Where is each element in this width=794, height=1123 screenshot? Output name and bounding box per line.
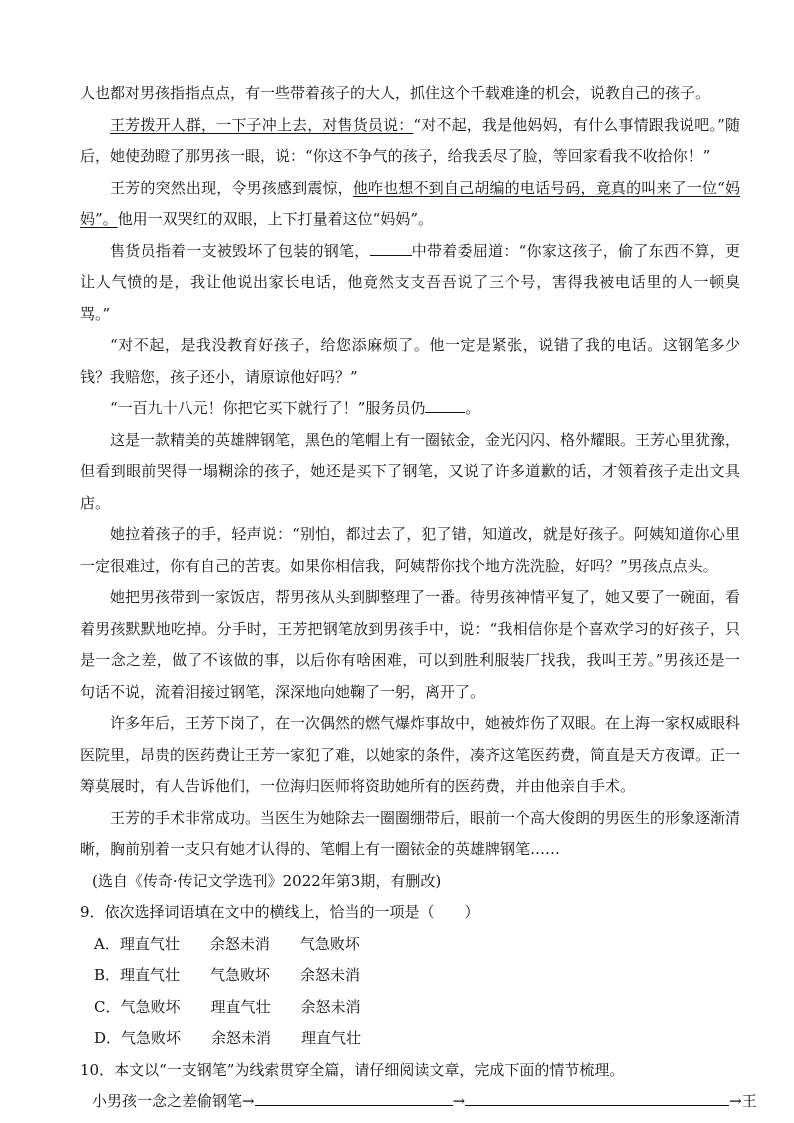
paragraph-6-end: 。 (465, 399, 481, 417)
plot-arrow: → (452, 1092, 466, 1110)
answer-blank-2[interactable] (425, 397, 465, 413)
question-9-option-b[interactable]: B．理直气壮 气急败坏 余怒未消 (94, 966, 361, 984)
underlined-sentence-1: 王芳拨开人群，一下子冲上去，对售货员说： (110, 115, 414, 134)
question-9-stem: 9．依次选择词语填在文中的横线上，恰当的一项是（ ） (80, 903, 480, 921)
paragraph-5: “对不起，是我没教育好孩子，给您添麻烦了。他一定是紧张，说错了我的电话。这钢笔多少钱？我赔您，孩子还小，请原谅他好吗？” (80, 336, 740, 386)
plot-answer-blank-1[interactable] (255, 1090, 453, 1106)
paragraph-6 (80, 393, 740, 425)
paragraph-2-rest: “对不起，我是他妈妈，有什么事情跟我说吧。”随后，她使劲瞪了那男孩一眼，说：“你这不争气的孩子，给我丢尽了脸，等回家看我不收拾你！” (80, 115, 740, 165)
question-10-stem: 10．本文以“一支钢笔”为线索贯穿全篇，请仔细阅读文章，完成下面的情节梳理。 (80, 1060, 625, 1079)
question-9-option-a[interactable]: A．理直气壮 余怒未消 气急败坏 (94, 934, 360, 953)
paragraph-3-tail: 他用一双哭红的双眼，上下打量着这位“妈妈”。 (117, 210, 434, 228)
plot-start: 小男孩一念之差偷钢笔→ (92, 1092, 255, 1110)
paragraph-6-lead: “一百九十八元！你把它买下就行了！”服务员仍 (110, 399, 426, 417)
paragraph-7: 这是一款精美的英雄牌钢笔，黑色的笔帽上有一圈铱金，金光闪闪、格外耀眼。王芳心里犹豫，但看到眼前哭得一塌糊涂的孩子，她还是买下了钢笔，又说了许多道歉的话，才领着孩子走出文具店。 (80, 430, 741, 512)
question-9-option-d[interactable]: D．气急败坏 余怒未消 理直气壮 (94, 1029, 362, 1047)
paragraph-11: 王芳的手术非常成功。当医生为她除去一圈圈绷带后，眼前一个高大俊朗的男医生的形象逐渐清晰，胸前别着一支只有她才认得的、笔帽上有一圈铱金的英雄牌钢笔…… (80, 808, 741, 858)
plot-answer-blank-2[interactable] (465, 1090, 729, 1106)
source-citation: (选自《传奇·传记文学选刊》2022年第3期，有删改) (92, 871, 442, 890)
paragraph-1: 人也都对男孩指指点点，有一些带着孩子的大人，抓住这个千载难逢的机会，说教自己的孩子。 (80, 84, 711, 102)
paragraph-9: 她把男孩带到一家饭店，帮男孩从头到脚整理了一番。待男孩神情平复了，她又要了一碗面，看着男孩默默地吃掉。分手时，王芳把钢笔放到男孩手中，说：“我相信你是个喜欢学习的好孩子，只是一念之差，做了不该做的事，以后你有啥困难，可以到胜利服装厂找我，我叫王芳。”男孩还是一句话不说，流着泪接过钢笔，深深地向她鞠了一躬，离开了。 (80, 588, 741, 701)
paragraph-4-lead: 售货员指着一支被毁坏了包装的钢笔， (110, 241, 370, 260)
paragraph-2 (80, 110, 740, 173)
paragraph-10: 许多年后，王芳下岗了，在一次偶然的燃气爆炸事故中，她被炸伤了双眼。在上海一家权威眼科医院里，昂贵的医药费让王芳一家犯了难，以她家的条件，凑齐这笔医药费，简直是天方夜谭。正一筹莫展时，有人告诉他们，一位海归医师将资助她所有的医药费，并由他亲自手术。 (80, 714, 741, 795)
question-10-plot-line (80, 1086, 757, 1118)
article-body (80, 78, 757, 1118)
paragraph-4 (80, 236, 740, 331)
question-9-option-c[interactable]: C．气急败坏 理直气壮 余怒未消 (94, 997, 361, 1016)
underlined-sentence-2: 他咋也想不到自己胡编的电话号码，竟真的叫来了一位“妈妈”。 (80, 178, 740, 228)
paragraph-4-rest: 中带着委屈道：“你家这孩子，偷了东西不算，更让人气愤的是，我让他说出家长电话，他竟然支支吾吾说了三个号，害得我被电话里的人一顿臭骂。” (80, 241, 740, 323)
paragraph-3-lead: 王芳的突然出现，令男孩感到震惊， (110, 178, 353, 197)
answer-blank-1[interactable] (370, 240, 412, 256)
paragraph-3 (80, 173, 740, 236)
paragraph-8: 她拉着孩子的手，轻声说：“别怕，都过去了，犯了错，知道改，就是好孩子。阿姨知道你心里一定很难过，你有自己的苦衷。如果你相信我，阿姨帮你找个地方洗洗脸，好吗？”男孩点点头。 (80, 525, 740, 575)
plot-end: →王 (729, 1092, 757, 1110)
